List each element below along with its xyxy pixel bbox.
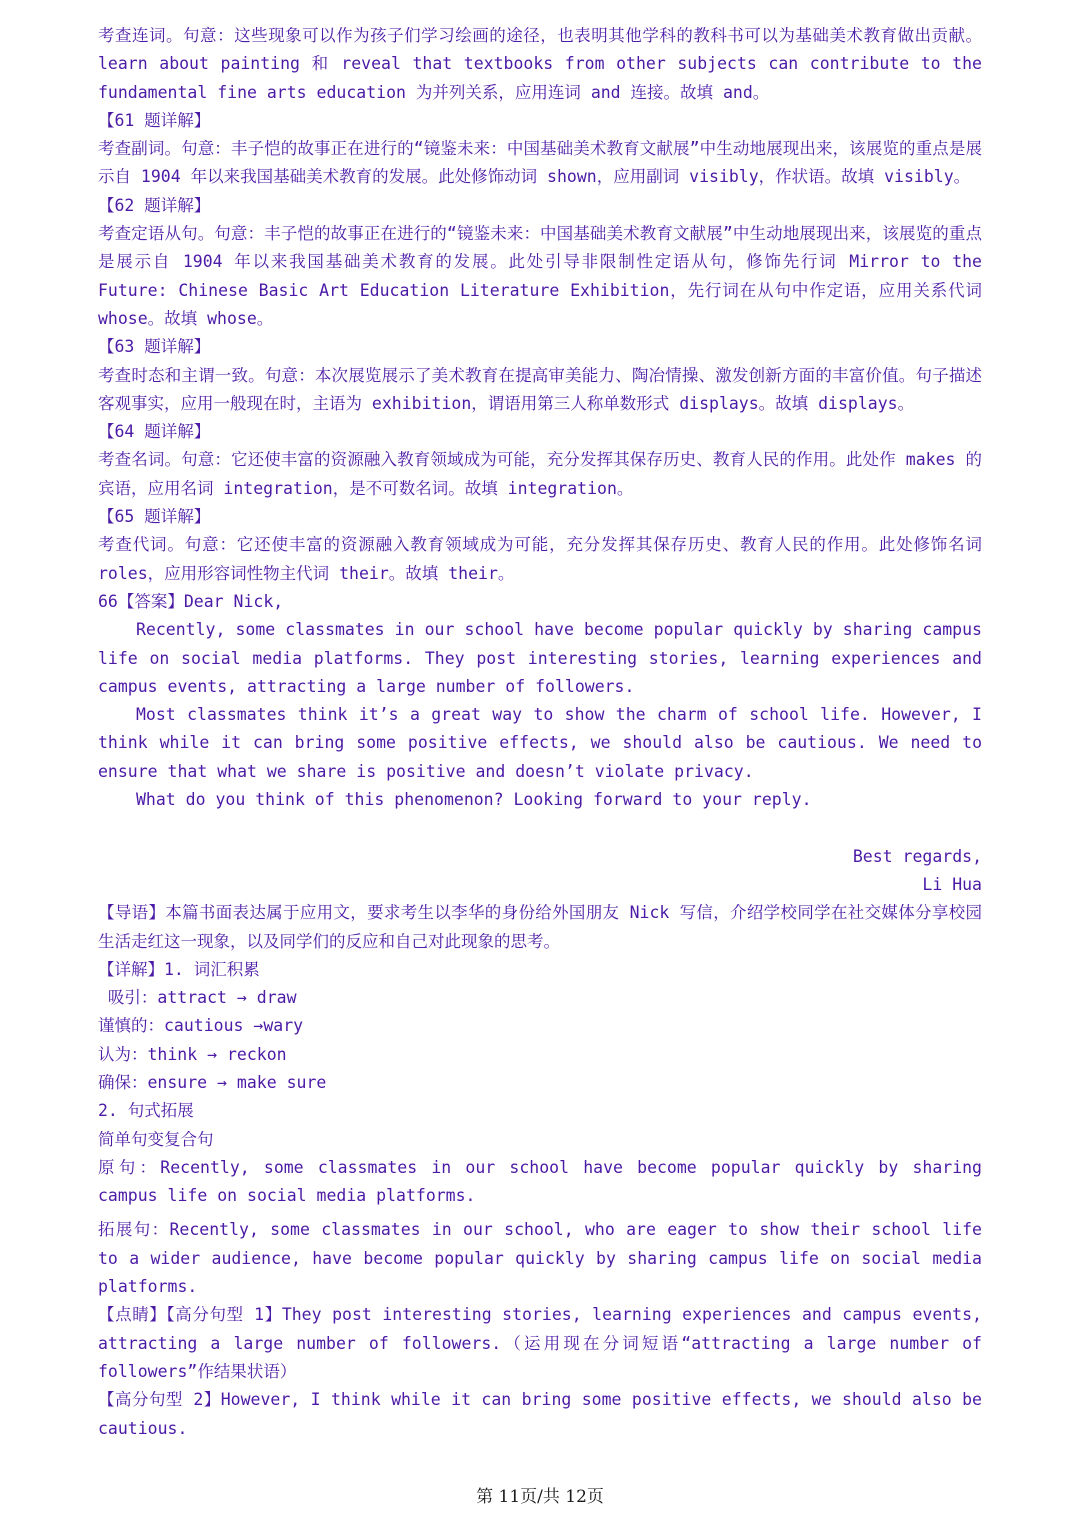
highlight-pattern-2: 【高分句型 2】However, I think while it can bring some positive effects, we should also be cautious.	[98, 1390, 982, 1438]
spacer	[98, 814, 982, 842]
q65-explanation: 考查代词。句意：它还使丰富的资源融入教育领域成为可能，充分发挥其保存历史、教育人民的作用。此处修饰名词 roles，应用形容词性物主代词 their。故填 their。	[98, 535, 982, 583]
q60-explanation: 考查连词。句意：这些现象可以作为孩子们学习绘画的途径，也表明其他学科的教科书可以为基础美术教育做出贡献。learn about painting 和 reveal that textbooks from other subjects can contribute to the fundamental fine arts education 为并列关系，应用连词 and 连接。故填 and。	[98, 26, 982, 102]
highlight-pattern-1: 【点睛】【高分句型 1】They post interesting stories, learning experiences and campus events, attracting a large number of followers.（运用现在分词短语“attracting a large number of followers”作结果状语）	[98, 1305, 982, 1381]
q62-explanation: 考查定语从句。句意：丰子恺的故事正在进行的“镜鉴未来：中国基础美术教育文献展”中生动地展现出来，该展览的重点是展示自 1904 年以来我国基础美术教育的发展。此处引导非限制性定语从句，修饰先行词 Mirror to the Future: Chinese Basic Art Education Literature Exhibition，先行词在从句中作定语，应用关系代词 whose。故填 whose。	[98, 224, 982, 328]
q63-explanation: 考查时态和主谓一致。句意：本次展览展示了美术教育在提高审美能力、陶冶情操、激发创新方面的丰富价值。句子描述客观事实，应用一般现在时，主语为 exhibition，谓语用第三人称单数形式 displays。故填 displays。	[98, 365, 982, 413]
q64-explanation: 考查名词。句意：它还使丰富的资源融入教育领域成为可能，充分发挥其保存历史、教育人民的作用。此处作 makes 的宾语，应用名词 integration，是不可数名词。故填 integration。	[98, 450, 982, 498]
q63-heading: 【63 题详解】	[98, 337, 211, 357]
vocab-item-4: 确保：ensure → make sure	[98, 1072, 327, 1092]
q62-heading: 【62 题详解】	[98, 195, 211, 215]
q66-answer-salutation: 66【答案】Dear Nick,	[98, 591, 284, 611]
essay-paragraph-2: Most classmates think it’s a great way to show the charm of school life. However, I think while it can bring some positive effects, we should also be cautious. We need to ensure that what we share is positive and doesn’t violate privacy.	[98, 705, 982, 781]
expanded-sentence: 拓展句：Recently, some classmates in our school, who are eager to show their school life to a wider audience, have become popular quickly by sharing campus life on social media platforms.	[98, 1220, 982, 1297]
q64-heading: 【64 题详解】	[98, 422, 211, 442]
detail-heading: 【详解】1. 词汇积累	[98, 959, 260, 979]
q65-heading: 【65 题详解】	[98, 507, 211, 527]
signature-name: Li Hua	[922, 874, 982, 894]
closing-regards: Best regards,	[852, 846, 982, 866]
vocab-item-1: 吸引：attract → draw	[98, 988, 297, 1008]
vocab-item-3: 认为：think → reckon	[98, 1044, 287, 1064]
q61-heading: 【61 题详解】	[98, 110, 211, 130]
vocab-item-2: 谨慎的：cautious →wary	[98, 1016, 304, 1036]
document-body	[98, 22, 982, 1443]
sentence-expansion-heading: 2. 句式拓展	[98, 1101, 194, 1121]
sentence-expansion-subheading: 简单句变复合句	[98, 1129, 214, 1149]
guide-section: 【导语】本篇书面表达属于应用文，要求考生以李华的身份给外国朋友 Nick 写信，介绍学校同学在社交媒体分享校园生活走红这一现象，以及同学们的反应和自己对此现象的思考。	[98, 903, 982, 951]
essay-paragraph-3: What do you think of this phenomenon? Looking forward to your reply.	[136, 790, 812, 810]
q61-explanation: 考查副词。句意：丰子恺的故事正在进行的“镜鉴未来：中国基础美术教育文献展”中生动地展现出来，该展览的重点是展示自 1904 年以来我国基础美术教育的发展。此处修饰动词 shown，应用副词 visibly，作状语。故填 visibly。	[98, 139, 982, 187]
original-sentence: 原句：Recently, some classmates in our school have become popular quickly by sharing campus life on social media platforms.	[98, 1157, 982, 1206]
page-number-footer: 第 11页/共 12页	[476, 1487, 604, 1507]
essay-paragraph-1: Recently, some classmates in our school have become popular quickly by sharing campus life on social media platforms. They post interesting stories, learning experiences and campus events, attracting a large number of followers.	[98, 620, 982, 696]
